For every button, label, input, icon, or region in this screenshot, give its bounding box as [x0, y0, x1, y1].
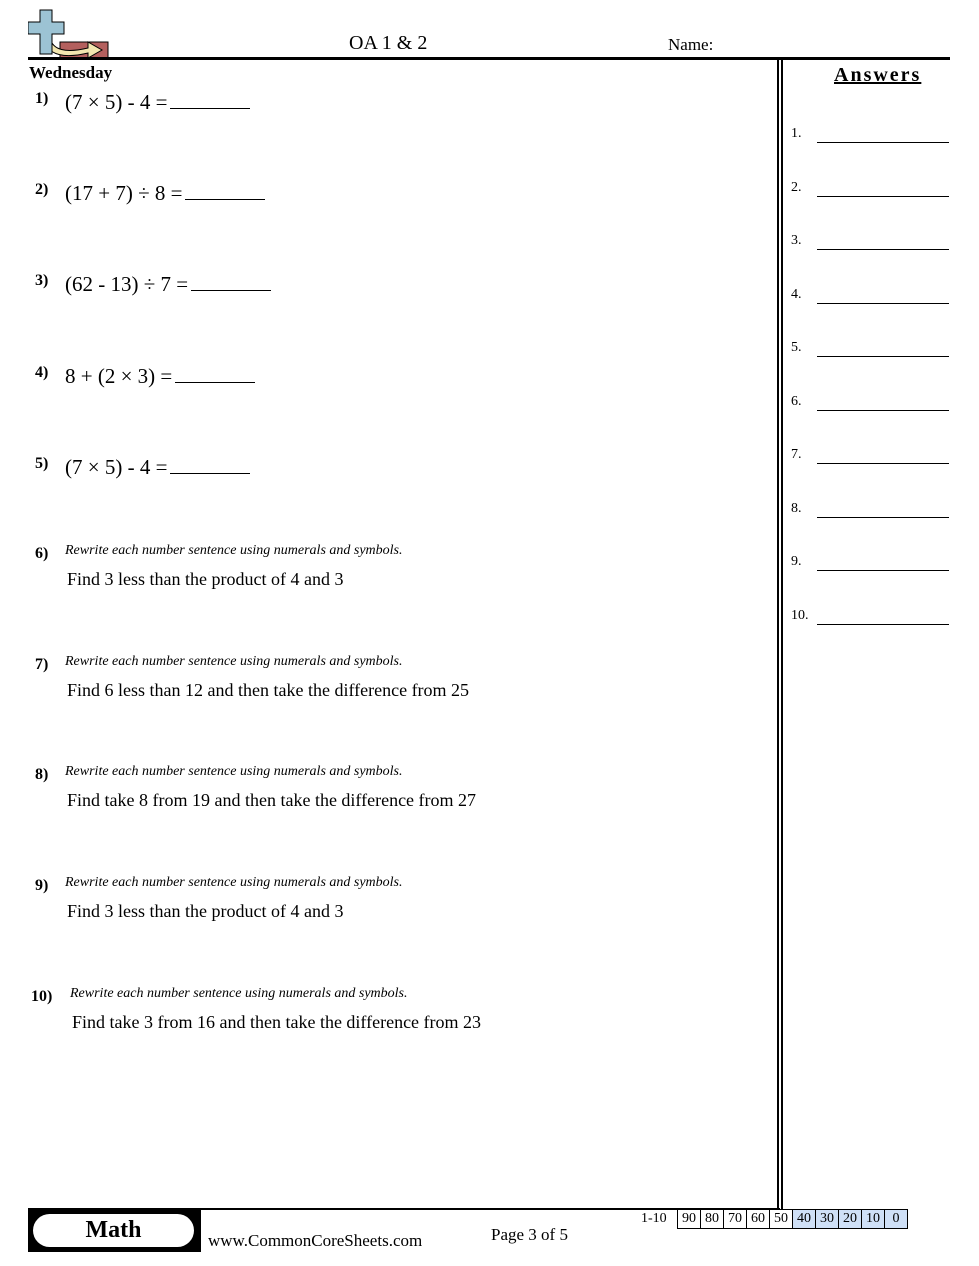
- score-cell: 30: [816, 1210, 839, 1229]
- question-sentence: Find 6 less than 12 and then take the difference from 25: [67, 680, 470, 700]
- question-number: 4): [35, 364, 49, 381]
- answer-blank[interactable]: [817, 570, 949, 571]
- question-number: 10): [31, 988, 53, 1005]
- question-number: 5): [35, 455, 49, 472]
- question-sentence: Find 3 less than the product of 4 and 3: [67, 569, 344, 589]
- question-instruction: Rewrite each number sentence using numerals and symbols.: [65, 654, 403, 669]
- subject-badge: [28, 1210, 201, 1252]
- answer-row: [791, 126, 949, 146]
- answer-number: 5.: [791, 340, 802, 355]
- question-instruction: Rewrite each number sentence using numerals and symbols.: [65, 764, 403, 779]
- question-expression: (7 × 5) - 4 =: [65, 90, 168, 114]
- question-sentence: Find take 3 from 16 and then take the difference from 23: [72, 1012, 482, 1032]
- answer-blank-inline[interactable]: [170, 94, 250, 109]
- score-cell: 10: [862, 1210, 885, 1229]
- answer-row: [791, 608, 949, 628]
- answer-blank-inline[interactable]: [175, 368, 255, 383]
- header-rule: [28, 57, 950, 60]
- question-6: [28, 543, 768, 603]
- answer-number: 4.: [791, 286, 802, 302]
- answer-number: 1.: [791, 126, 802, 141]
- question-instruction: Rewrite each number sentence using numerals and symbols.: [65, 875, 403, 890]
- answer-row: [791, 394, 949, 414]
- question-expression: (7 × 5) - 4 =: [65, 455, 168, 479]
- page-number: Page 3 of 5: [491, 1225, 568, 1244]
- question-number: 9): [35, 877, 49, 894]
- column-divider-inner: [781, 58, 783, 1210]
- question-instruction: Rewrite each number sentence using numerals and symbols.: [65, 543, 403, 558]
- answer-blank[interactable]: [817, 517, 949, 518]
- answer-blank[interactable]: [817, 624, 949, 625]
- question-3: [28, 272, 768, 332]
- question-number: 1): [35, 90, 49, 107]
- score-cell: 80: [701, 1210, 724, 1229]
- name-label: Name:: [668, 35, 714, 54]
- answer-blank[interactable]: [817, 303, 949, 304]
- answer-row: [791, 447, 949, 467]
- subject-label: Math: [33, 1214, 194, 1247]
- question-expression: (62 - 13) ÷ 7 =: [65, 272, 189, 296]
- score-cell: 0: [885, 1210, 908, 1229]
- column-divider: [777, 58, 779, 1210]
- answer-number: 10.: [791, 607, 809, 623]
- score-cell: 40: [793, 1210, 816, 1229]
- answer-number: 6.: [791, 393, 802, 409]
- question-10: [28, 986, 768, 1046]
- question-4: [28, 364, 768, 424]
- answers-title: Answers: [834, 64, 922, 86]
- question-number: 6): [35, 545, 49, 562]
- answer-row: [791, 233, 949, 253]
- answer-blank[interactable]: [817, 196, 949, 197]
- question-1: [28, 90, 768, 150]
- answer-number: 7.: [791, 447, 802, 462]
- question-expression: 8 + (2 × 3) =: [65, 364, 173, 388]
- score-cell: 70: [724, 1210, 747, 1229]
- answer-row: [791, 287, 949, 307]
- question-5: [28, 455, 768, 515]
- answer-row: [791, 180, 949, 200]
- question-number: 8): [35, 766, 49, 783]
- question-9: [28, 875, 768, 935]
- question-expression: (17 + 7) ÷ 8 =: [65, 181, 183, 205]
- answer-row: [791, 340, 949, 360]
- question-number: 7): [35, 656, 49, 673]
- answer-blank-inline[interactable]: [170, 459, 250, 474]
- answer-number: 2.: [791, 179, 802, 195]
- answer-number: 3.: [791, 233, 802, 248]
- answer-blank-inline[interactable]: [185, 185, 265, 200]
- question-2: [28, 181, 768, 241]
- answer-blank[interactable]: [817, 463, 949, 464]
- question-8: [28, 764, 768, 824]
- question-sentence: Find take 8 from 19 and then take the difference from 27: [67, 790, 477, 810]
- answer-row: [791, 554, 949, 574]
- score-cell: 50: [770, 1210, 793, 1229]
- answer-blank[interactable]: [817, 142, 949, 143]
- answer-blank-inline[interactable]: [191, 276, 271, 291]
- question-number: 3): [35, 272, 49, 289]
- score-cell: 60: [747, 1210, 770, 1229]
- score-cell: 20: [839, 1210, 862, 1229]
- worksheet-title: OA 1 & 2: [349, 32, 428, 54]
- commoncoresheets-logo: [28, 8, 110, 60]
- score-range-label: 1-10: [641, 1211, 667, 1226]
- score-table: [677, 1209, 908, 1229]
- answer-number: 8.: [791, 500, 802, 516]
- score-cell: 90: [678, 1210, 701, 1229]
- answer-number: 9.: [791, 554, 802, 569]
- question-sentence: Find 3 less than the product of 4 and 3: [67, 901, 344, 921]
- answer-blank[interactable]: [817, 410, 949, 411]
- day-label: Wednesday: [29, 63, 113, 82]
- question-number: 2): [35, 181, 49, 198]
- website-link[interactable]: www.CommonCoreSheets.com: [208, 1231, 423, 1250]
- answer-blank[interactable]: [817, 356, 949, 357]
- question-instruction: Rewrite each number sentence using numerals and symbols.: [70, 986, 408, 1001]
- answer-row: [791, 501, 949, 521]
- answer-blank[interactable]: [817, 249, 949, 250]
- question-7: [28, 654, 768, 714]
